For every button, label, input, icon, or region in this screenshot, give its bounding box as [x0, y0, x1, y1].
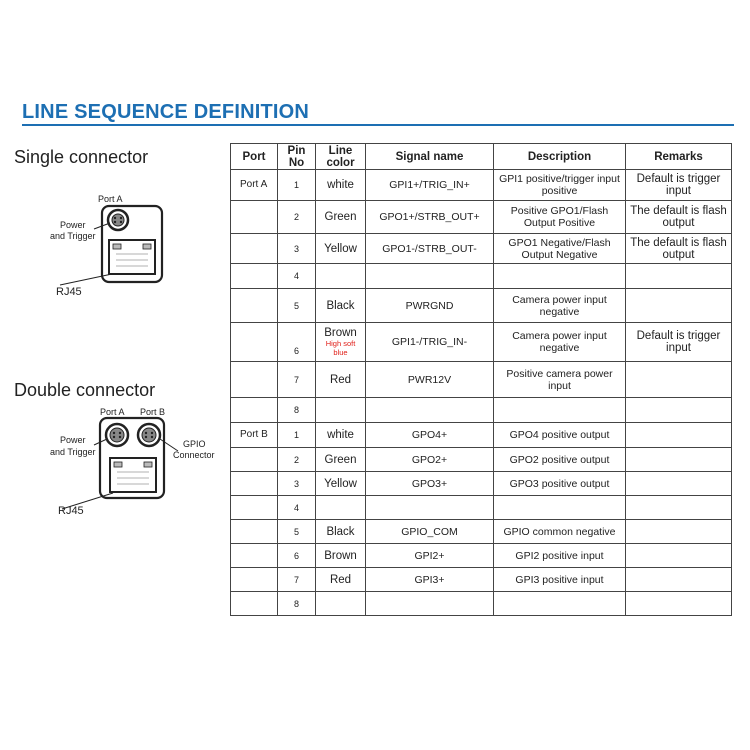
- cell-description: [494, 398, 626, 423]
- cell-description: GPO4 positive output: [494, 423, 626, 448]
- cell-signal: GPI1+/TRIG_IN+: [366, 170, 494, 201]
- cell-pin: 5: [278, 520, 316, 544]
- cell-remarks: [626, 544, 732, 568]
- cell-signal: GPIO_COM: [366, 520, 494, 544]
- double-connector-label: Connector: [173, 450, 215, 460]
- cell-color: [316, 592, 366, 616]
- cell-remarks: [626, 496, 732, 520]
- cell-signal: GPO2+: [366, 448, 494, 472]
- cell-color: [316, 323, 366, 362]
- table-row: [231, 472, 732, 496]
- cell-remarks: [626, 592, 732, 616]
- double-gpio-label: GPIO: [183, 439, 206, 449]
- table-row: [231, 323, 732, 362]
- cell-remarks: [626, 520, 732, 544]
- cell-port: [231, 544, 278, 568]
- cell-signal: GPI3+: [366, 568, 494, 592]
- cell-pin: 6: [278, 323, 316, 362]
- cell-color: [316, 496, 366, 520]
- cell-port: [231, 448, 278, 472]
- cell-port: [231, 472, 278, 496]
- cell-signal: PWR12V: [366, 362, 494, 398]
- cell-signal: GPO1+/STRB_OUT+: [366, 201, 494, 234]
- cell-description: GPI3 positive input: [494, 568, 626, 592]
- cell-port: [231, 520, 278, 544]
- cell-remarks: [626, 398, 732, 423]
- cell-color: Green: [316, 448, 366, 472]
- table-row: [231, 362, 732, 398]
- cell-color: Red: [316, 362, 366, 398]
- double-power-label: Power: [60, 435, 86, 445]
- cell-port: [231, 398, 278, 423]
- cell-color: Brown: [316, 544, 366, 568]
- cell-color: white: [316, 170, 366, 201]
- header-line-color-line2: color: [326, 156, 355, 169]
- cell-remarks: [626, 362, 732, 398]
- table-row: [231, 496, 732, 520]
- cell-description: [494, 592, 626, 616]
- cell-pin: 4: [278, 496, 316, 520]
- cell-port: [231, 264, 278, 289]
- cell-pin: 1: [278, 423, 316, 448]
- cell-pin: 7: [278, 362, 316, 398]
- cell-port: [231, 592, 278, 616]
- cell-port: Port A: [231, 170, 278, 201]
- cell-color: Green: [316, 201, 366, 234]
- cell-signal: [366, 264, 494, 289]
- cell-remarks: [626, 423, 732, 448]
- cell-signal: [366, 398, 494, 423]
- cell-signal: [366, 592, 494, 616]
- header-signal-name: Signal name: [366, 144, 494, 170]
- header-description: Description: [494, 144, 626, 170]
- cell-description: GPI2 positive input: [494, 544, 626, 568]
- table-row: [231, 448, 732, 472]
- table-row: [231, 520, 732, 544]
- table-row: [231, 592, 732, 616]
- cell-pin: 5: [278, 289, 316, 323]
- cell-pin: 4: [278, 264, 316, 289]
- page-title: LINE SEQUENCE DEFINITION: [22, 101, 310, 123]
- cell-remarks: [626, 472, 732, 496]
- cell-port: [231, 496, 278, 520]
- cell-pin: 8: [278, 398, 316, 423]
- single-connector-diagram: [50, 190, 220, 300]
- double-connector-svg: [50, 405, 225, 520]
- cell-pin: 2: [278, 201, 316, 234]
- table-row: [231, 201, 732, 234]
- cell-color: Yellow: [316, 472, 366, 496]
- table-row: [231, 234, 732, 264]
- cell-remarks: The default is flash output: [626, 201, 732, 234]
- cell-color-value: Brown: [324, 327, 357, 339]
- table-header-row: [231, 144, 732, 170]
- header-line-color-line1: Line: [328, 144, 353, 157]
- cell-description: GPO2 positive output: [494, 448, 626, 472]
- cell-description: GPI1 positive/trigger input positive: [494, 170, 626, 201]
- header-pin-no: Pin No: [278, 144, 316, 170]
- header-port: Port: [231, 144, 278, 170]
- cell-pin: 3: [278, 234, 316, 264]
- double-rj45-label: RJ45: [58, 505, 84, 517]
- cell-pin: 1: [278, 170, 316, 201]
- header-line-color: [316, 144, 366, 170]
- cell-signal: GPO3+: [366, 472, 494, 496]
- cell-signal: GPO1-/STRB_OUT-: [366, 234, 494, 264]
- cell-remarks: [626, 448, 732, 472]
- single-connector-heading: Single connector: [14, 147, 149, 167]
- cell-port: [231, 201, 278, 234]
- cell-remarks: [626, 568, 732, 592]
- cell-remarks: Default is trigger input: [626, 323, 732, 362]
- cell-port: [231, 234, 278, 264]
- cell-signal: [366, 496, 494, 520]
- cell-port: [231, 568, 278, 592]
- table-row: [231, 170, 732, 201]
- cell-color: Black: [316, 289, 366, 323]
- single-rj45-label: RJ45: [56, 286, 82, 298]
- cell-description: Positive GPO1/Flash Output Positive: [494, 201, 626, 234]
- cell-description: GPO1 Negative/Flash Output Negative: [494, 234, 626, 264]
- table-row: [231, 568, 732, 592]
- table-row: [231, 544, 732, 568]
- pin-definition-table: [230, 143, 732, 616]
- cell-description: GPIO common negative: [494, 520, 626, 544]
- double-connector-heading: Double connector: [14, 380, 156, 400]
- cell-description: Positive camera power input: [494, 362, 626, 398]
- cell-description: [494, 264, 626, 289]
- cell-color: Black: [316, 520, 366, 544]
- double-port-b-label: Port B: [140, 407, 166, 417]
- cell-description: GPO3 positive output: [494, 472, 626, 496]
- title-underline: [22, 124, 734, 126]
- cell-color: [316, 398, 366, 423]
- single-connector-svg: [50, 190, 220, 300]
- cell-remarks: Default is trigger input: [626, 170, 732, 201]
- double-trigger-label: and Trigger: [50, 447, 96, 457]
- cell-signal: GPI1-/TRIG_IN-: [366, 323, 494, 362]
- cell-port: [231, 362, 278, 398]
- cell-pin: 7: [278, 568, 316, 592]
- cell-signal: GPI2+: [366, 544, 494, 568]
- cell-pin: 3: [278, 472, 316, 496]
- double-connector-diagram: [50, 405, 225, 520]
- cell-color: Red: [316, 568, 366, 592]
- cell-signal: PWRGND: [366, 289, 494, 323]
- cell-remarks: The default is flash output: [626, 234, 732, 264]
- single-trigger-label: and Trigger: [50, 231, 96, 241]
- single-port-a-label: Port A: [98, 194, 123, 204]
- cell-signal: GPO4+: [366, 423, 494, 448]
- cell-port: Port B: [231, 423, 278, 448]
- cell-pin: 8: [278, 592, 316, 616]
- double-port-a-label: Port A: [100, 407, 125, 417]
- cell-color: Yellow: [316, 234, 366, 264]
- cell-pin: 6: [278, 544, 316, 568]
- cell-description: Camera power input negative: [494, 289, 626, 323]
- cell-description: [494, 496, 626, 520]
- table-row: [231, 423, 732, 448]
- cell-color-note: High soft blue: [325, 339, 356, 357]
- single-power-label: Power: [60, 220, 86, 230]
- cell-port: [231, 289, 278, 323]
- cell-description: Camera power input negative: [494, 323, 626, 362]
- header-remarks: Remarks: [626, 144, 732, 170]
- cell-port: [231, 323, 278, 362]
- cell-remarks: [626, 289, 732, 323]
- cell-pin: 2: [278, 448, 316, 472]
- cell-remarks: [626, 264, 732, 289]
- table-row: [231, 289, 732, 323]
- table-row: [231, 398, 732, 423]
- cell-color: [316, 264, 366, 289]
- cell-color: white: [316, 423, 366, 448]
- table-row: [231, 264, 732, 289]
